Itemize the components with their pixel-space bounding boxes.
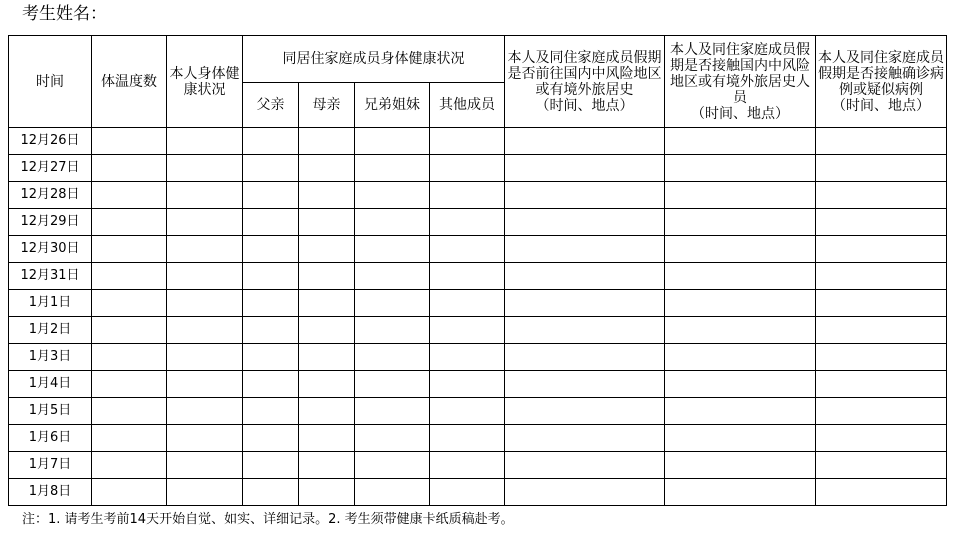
- header-case-contact: [816, 36, 947, 128]
- header-temperature: 体温度数: [92, 36, 167, 128]
- entry-cell[interactable]: [355, 479, 430, 506]
- table-row: [9, 236, 947, 263]
- entry-cell[interactable]: [355, 290, 430, 317]
- entry-cell[interactable]: [92, 371, 167, 398]
- entry-cell[interactable]: [243, 344, 299, 371]
- header-risk-contact-text: 本人及同住家庭成员假期是否接触国内中风险地区或有境外旅居史人员: [670, 41, 810, 106]
- header-time: 时间: [9, 36, 92, 128]
- date-cell: 1月6日: [9, 425, 92, 452]
- entry-cell[interactable]: [430, 182, 505, 209]
- entry-cell[interactable]: [243, 452, 299, 479]
- footnote: 注：1. 请考生考前14天开始自觉、如实、详细记录。2. 考生须带健康卡纸质稿赴考。: [22, 512, 514, 527]
- entry-cell[interactable]: [167, 290, 243, 317]
- entry-cell[interactable]: [92, 290, 167, 317]
- header-father: 父亲: [243, 83, 299, 128]
- header-family-health: 同居住家庭成员身体健康状况: [243, 36, 505, 83]
- entry-cell[interactable]: [299, 236, 355, 263]
- table-row: [9, 479, 947, 506]
- entry-cell[interactable]: [243, 236, 299, 263]
- date-cell: 1月8日: [9, 479, 92, 506]
- entry-cell[interactable]: [92, 155, 167, 182]
- entry-cell[interactable]: [299, 479, 355, 506]
- entry-cell[interactable]: [430, 209, 505, 236]
- entry-cell[interactable]: [355, 344, 430, 371]
- entry-cell[interactable]: [430, 290, 505, 317]
- examinee-name-label: 考生姓名：: [22, 4, 107, 24]
- entry-cell[interactable]: [665, 155, 816, 182]
- entry-cell[interactable]: [167, 155, 243, 182]
- table-row: [9, 182, 947, 209]
- date-cell: 1月1日: [9, 290, 92, 317]
- table-row: [9, 317, 947, 344]
- entry-cell[interactable]: [430, 263, 505, 290]
- entry-cell[interactable]: [665, 128, 816, 155]
- entry-cell[interactable]: [299, 344, 355, 371]
- table-row: [9, 371, 947, 398]
- entry-cell[interactable]: [243, 425, 299, 452]
- entry-cell[interactable]: [505, 155, 665, 182]
- entry-cell[interactable]: [430, 128, 505, 155]
- entry-cell[interactable]: [665, 182, 816, 209]
- table-row: [9, 128, 947, 155]
- entry-cell[interactable]: [816, 425, 947, 452]
- entry-cell[interactable]: [92, 236, 167, 263]
- entry-cell[interactable]: [167, 128, 243, 155]
- entry-cell[interactable]: [665, 371, 816, 398]
- table-row: [9, 452, 947, 479]
- entry-cell[interactable]: [505, 317, 665, 344]
- entry-cell[interactable]: [243, 182, 299, 209]
- entry-cell[interactable]: [92, 263, 167, 290]
- entry-cell[interactable]: [665, 344, 816, 371]
- entry-cell[interactable]: [167, 425, 243, 452]
- entry-cell[interactable]: [299, 425, 355, 452]
- entry-cell[interactable]: [355, 425, 430, 452]
- entry-cell[interactable]: [665, 317, 816, 344]
- date-cell: 12月30日: [9, 236, 92, 263]
- entry-cell[interactable]: [92, 452, 167, 479]
- entry-cell[interactable]: [243, 290, 299, 317]
- entry-cell[interactable]: [167, 398, 243, 425]
- entry-cell[interactable]: [505, 209, 665, 236]
- entry-cell[interactable]: [430, 236, 505, 263]
- date-cell: 12月31日: [9, 263, 92, 290]
- entry-cell[interactable]: [355, 371, 430, 398]
- header-siblings: 兄弟姐妹: [355, 83, 430, 128]
- header-risk-travel-text: 本人及同住家庭成员假期是否前往国内中风险地区或有境外旅居史: [507, 49, 662, 98]
- header-risk-travel-sub: （时间、地点）: [535, 97, 634, 114]
- entry-cell[interactable]: [167, 479, 243, 506]
- entry-cell[interactable]: [92, 479, 167, 506]
- entry-cell[interactable]: [167, 182, 243, 209]
- entry-cell[interactable]: [430, 452, 505, 479]
- entry-cell[interactable]: [167, 263, 243, 290]
- entry-cell[interactable]: [505, 236, 665, 263]
- entry-cell[interactable]: [299, 263, 355, 290]
- entry-cell[interactable]: [816, 182, 947, 209]
- entry-cell[interactable]: [243, 128, 299, 155]
- entry-cell[interactable]: [243, 371, 299, 398]
- entry-cell[interactable]: [505, 452, 665, 479]
- entry-cell[interactable]: [505, 290, 665, 317]
- entry-cell[interactable]: [299, 371, 355, 398]
- entry-cell[interactable]: [167, 236, 243, 263]
- entry-cell[interactable]: [665, 290, 816, 317]
- entry-cell[interactable]: [243, 317, 299, 344]
- table-row: [9, 425, 947, 452]
- date-cell: 1月5日: [9, 398, 92, 425]
- entry-cell[interactable]: [299, 317, 355, 344]
- entry-cell[interactable]: [299, 128, 355, 155]
- entry-cell[interactable]: [299, 452, 355, 479]
- entry-cell[interactable]: [355, 398, 430, 425]
- entry-cell[interactable]: [92, 317, 167, 344]
- entry-cell[interactable]: [92, 128, 167, 155]
- entry-cell[interactable]: [167, 371, 243, 398]
- entry-cell[interactable]: [665, 236, 816, 263]
- table-row: [9, 398, 947, 425]
- entry-cell[interactable]: [92, 398, 167, 425]
- date-cell: 12月26日: [9, 128, 92, 155]
- entry-cell[interactable]: [355, 182, 430, 209]
- header-mother: 母亲: [299, 83, 355, 128]
- header-case-contact-sub: （时间、地点）: [832, 97, 930, 114]
- table-row: [9, 155, 947, 182]
- entry-cell[interactable]: [505, 128, 665, 155]
- entry-cell[interactable]: [816, 263, 947, 290]
- entry-cell[interactable]: [665, 479, 816, 506]
- entry-cell[interactable]: [243, 479, 299, 506]
- entry-cell[interactable]: [665, 263, 816, 290]
- entry-cell[interactable]: [355, 155, 430, 182]
- date-cell: 1月2日: [9, 317, 92, 344]
- entry-cell[interactable]: [816, 479, 947, 506]
- entry-cell[interactable]: [505, 479, 665, 506]
- entry-cell[interactable]: [816, 344, 947, 371]
- entry-cell[interactable]: [430, 155, 505, 182]
- entry-cell[interactable]: [816, 398, 947, 425]
- entry-cell[interactable]: [167, 209, 243, 236]
- entry-cell[interactable]: [430, 425, 505, 452]
- entry-cell[interactable]: [243, 155, 299, 182]
- date-cell: 1月4日: [9, 371, 92, 398]
- entry-cell[interactable]: [355, 128, 430, 155]
- header-risk-contact: [665, 36, 816, 128]
- entry-cell[interactable]: [505, 398, 665, 425]
- date-cell: 12月27日: [9, 155, 92, 182]
- entry-cell[interactable]: [243, 398, 299, 425]
- entry-cell[interactable]: [355, 452, 430, 479]
- entry-cell[interactable]: [92, 209, 167, 236]
- entry-cell[interactable]: [816, 236, 947, 263]
- entry-cell[interactable]: [505, 182, 665, 209]
- entry-cell[interactable]: [355, 317, 430, 344]
- entry-cell[interactable]: [430, 479, 505, 506]
- entry-cell[interactable]: [505, 263, 665, 290]
- header-other-members: 其他成员: [430, 83, 505, 128]
- entry-cell[interactable]: [665, 452, 816, 479]
- entry-cell[interactable]: [299, 209, 355, 236]
- entry-cell[interactable]: [816, 452, 947, 479]
- entry-cell[interactable]: [92, 425, 167, 452]
- entry-cell[interactable]: [355, 263, 430, 290]
- entry-cell[interactable]: [355, 236, 430, 263]
- entry-cell[interactable]: [816, 155, 947, 182]
- record-body: [9, 128, 947, 506]
- entry-cell[interactable]: [92, 344, 167, 371]
- table-row: [9, 209, 947, 236]
- date-cell: 1月3日: [9, 344, 92, 371]
- entry-cell[interactable]: [505, 371, 665, 398]
- date-cell: 12月28日: [9, 182, 92, 209]
- entry-cell[interactable]: [665, 398, 816, 425]
- table-row: [9, 263, 947, 290]
- entry-cell[interactable]: [299, 155, 355, 182]
- entry-cell[interactable]: [243, 209, 299, 236]
- date-cell: 12月29日: [9, 209, 92, 236]
- entry-cell[interactable]: [92, 182, 167, 209]
- table-row: [9, 344, 947, 371]
- health-record-table: [8, 35, 947, 506]
- entry-cell[interactable]: [355, 209, 430, 236]
- entry-cell[interactable]: [665, 425, 816, 452]
- header-case-contact-text: 本人及同住家庭成员假期是否接触确诊病例或疑似病例: [818, 49, 944, 98]
- entry-cell[interactable]: [167, 452, 243, 479]
- entry-cell[interactable]: [816, 371, 947, 398]
- table-row: [9, 290, 947, 317]
- entry-cell[interactable]: [505, 425, 665, 452]
- entry-cell[interactable]: [505, 344, 665, 371]
- entry-cell[interactable]: [816, 317, 947, 344]
- entry-cell[interactable]: [816, 209, 947, 236]
- header-risk-contact-sub: （时间、地点）: [691, 105, 789, 122]
- header-self-health: 本人身体健康状况: [167, 36, 243, 128]
- entry-cell[interactable]: [816, 290, 947, 317]
- entry-cell[interactable]: [816, 128, 947, 155]
- entry-cell[interactable]: [243, 263, 299, 290]
- entry-cell[interactable]: [430, 398, 505, 425]
- entry-cell[interactable]: [299, 182, 355, 209]
- entry-cell[interactable]: [665, 209, 816, 236]
- entry-cell[interactable]: [430, 371, 505, 398]
- entry-cell[interactable]: [299, 290, 355, 317]
- entry-cell[interactable]: [430, 317, 505, 344]
- header-risk-travel: [505, 36, 665, 128]
- date-cell: 1月7日: [9, 452, 92, 479]
- entry-cell[interactable]: [430, 344, 505, 371]
- entry-cell[interactable]: [299, 398, 355, 425]
- entry-cell[interactable]: [167, 317, 243, 344]
- entry-cell[interactable]: [167, 344, 243, 371]
